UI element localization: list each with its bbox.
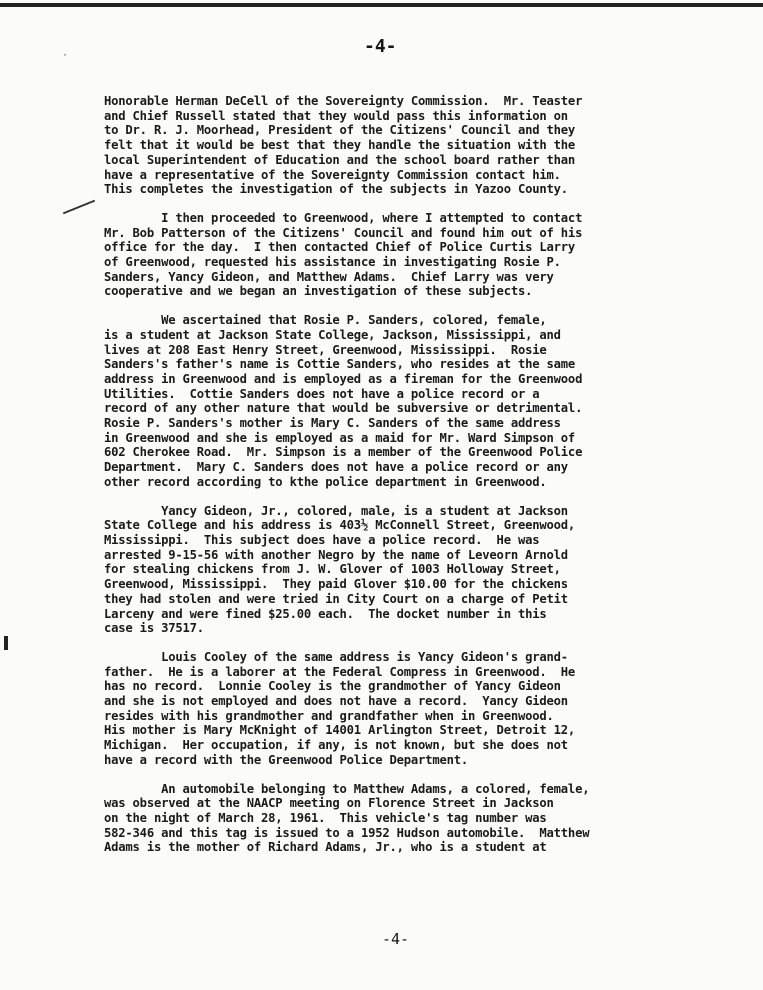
text-line: office for the day. I then contacted Chief of Police Curtis Larry — [104, 240, 576, 255]
paragraph — [104, 313, 724, 489]
paragraph — [104, 504, 724, 636]
paragraph — [104, 211, 724, 299]
text-line: Sanders, Yancy Gideon, and Matthew Adams. Chief Larry was very — [104, 269, 554, 284]
text-line: Greenwood, Mississippi. They paid Glover $10.00 for the chickens — [104, 577, 568, 592]
text-line: State College and his address is 403½ McConnell Street, Greenwood, — [104, 518, 576, 533]
text-line: was observed at the NAACP meeting on Florence Street in Jackson — [104, 796, 554, 811]
text-line: Honorable Herman DeCell of the Sovereignty Commission. Mr. Teaster — [104, 94, 583, 108]
paragraph — [104, 94, 724, 197]
margin-pen-mark — [63, 200, 95, 215]
paragraph — [104, 650, 724, 768]
text-line: is a student at Jackson State College, Jackson, Mississippi, and — [104, 327, 561, 342]
text-line: local Superintendent of Education and the school board rather than — [104, 152, 576, 167]
text-line: Sanders's father's name is Cottie Sanders, who resides at the same — [104, 357, 576, 372]
text-line: lives at 208 East Henry Street, Greenwood, Mississippi. Rosie — [104, 342, 547, 357]
text-line: Mississippi. This subject does have a police record. He was — [104, 532, 540, 547]
text-line: Rosie P. Sanders's mother is Mary C. Sanders of the same address — [104, 416, 561, 431]
text-line: arrested 9-15-56 with another Negro by the name of Leveorn Arnold — [104, 547, 568, 562]
page-number-bottom: -4- — [382, 930, 410, 948]
text-line: on the night of March 28, 1961. This vehicle's tag number was — [104, 810, 547, 825]
text-line: An automobile belonging to Matthew Adams, a colored, female, — [104, 781, 590, 796]
text-line: I then proceeded to Greenwood, where I attempted to contact — [104, 210, 583, 225]
text-line: cooperative and we began an investigation of these subjects. — [104, 284, 533, 299]
text-line: Larceny and were fined $25.00 each. The docket number in this — [104, 606, 547, 621]
text-line: of Greenwood, requested his assistance in investigating Rosie P. — [104, 255, 561, 270]
text-line: record of any other nature that would be subversive or detrimental. — [104, 401, 583, 416]
text-line: address in Greenwood and is employed as a fireman for the Greenwood — [104, 371, 583, 386]
text-line: 582-346 and this tag is issued to a 1952 Hudson automobile. Matthew — [104, 825, 590, 840]
text-line: Utilities. Cottie Sanders does not have a police record or a — [104, 386, 540, 401]
text-line: Yancy Gideon, Jr., colored, male, is a student at Jackson — [104, 503, 568, 518]
top-border-line — [0, 3, 763, 7]
text-line: has no record. Lonnie Cooley is the grandmother of Yancy Gideon — [104, 679, 561, 694]
paragraph — [104, 782, 724, 856]
text-line: in Greenwood and she is employed as a maid for Mr. Ward Simpson of — [104, 430, 576, 445]
text-line: other record according to kthe police department in Greenwood. — [104, 474, 547, 489]
page-number-top: -4- — [364, 36, 397, 57]
text-line: felt that it would be best that they handle the situation with the — [104, 138, 576, 153]
text-line: This completes the investigation of the subjects in Yazoo County. — [104, 182, 568, 197]
text-line: and she is not employed and does not have a record. Yancy Gideon — [104, 694, 568, 709]
text-line: father. He is a laborer at the Federal Compress in Greenwood. He — [104, 664, 576, 679]
text-line: 602 Cherokee Road. Mr. Simpson is a member of the Greenwood Police — [104, 445, 583, 460]
text-line: His mother is Mary McKnight of 14001 Arlington Street, Detroit 12, — [104, 723, 576, 738]
text-line: have a record with the Greenwood Police Department. — [104, 752, 469, 767]
text-line: Mr. Bob Patterson of the Citizens' Council and found him out of his — [104, 225, 583, 240]
text-line: Michigan. Her occupation, if any, is not known, but she does not — [104, 738, 568, 753]
text-line: We ascertained that Rosie P. Sanders, colored, female, — [104, 313, 547, 328]
text-line: they had stolen and were tried in City Court on a charge of Petit — [104, 591, 568, 606]
text-line: have a representative of the Sovereignty Commission contact him. — [104, 167, 561, 182]
margin-ink-dot — [4, 636, 8, 650]
text-line: Adams is the mother of Richard Adams, Jr., who is a student at — [104, 840, 547, 855]
text-line: for stealing chickens from J. W. Glover of 1003 Holloway Street, — [104, 562, 561, 577]
document-body — [104, 94, 724, 869]
text-line: Department. Mary C. Sanders does not have a police record or any — [104, 460, 568, 475]
margin-mark: · — [62, 50, 69, 61]
text-line: Louis Cooley of the same address is Yancy Gideon's grand- — [104, 649, 568, 664]
text-line: and Chief Russell stated that they would pass this information on — [104, 108, 568, 123]
text-line: to Dr. R. J. Moorhead, President of the Citizens' Council and they — [104, 123, 576, 138]
text-line: resides with his grandmother and grandfather when in Greenwood. — [104, 708, 554, 723]
text-line: case is 37517. — [104, 621, 204, 636]
